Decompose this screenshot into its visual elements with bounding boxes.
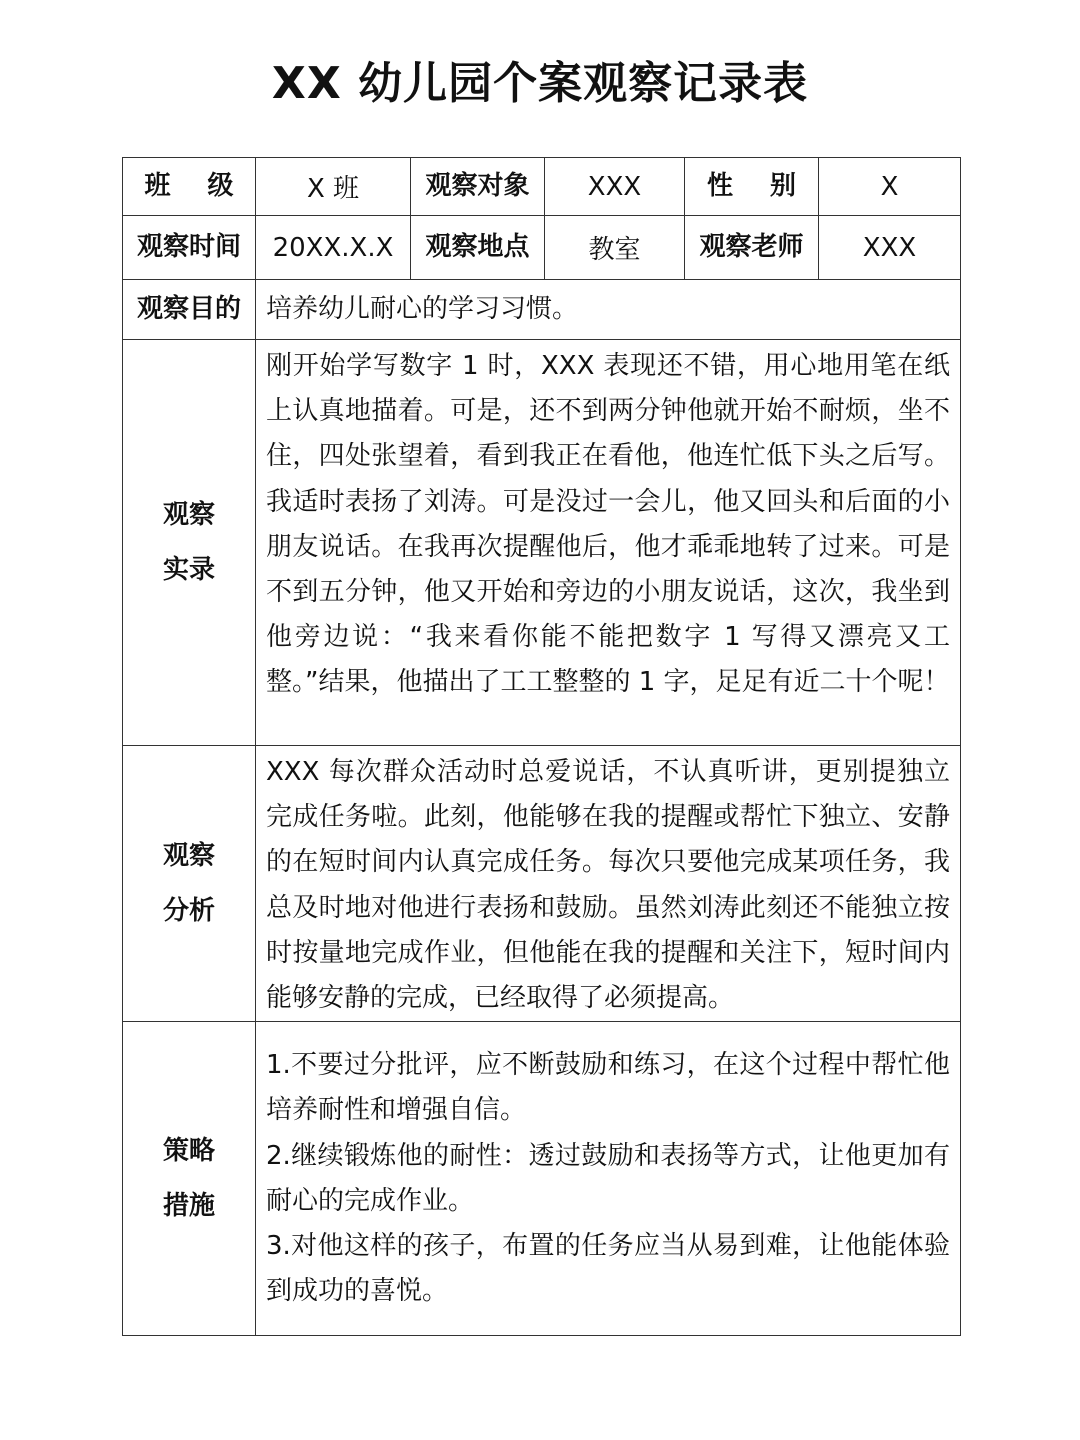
- place-value: 教室: [545, 216, 685, 280]
- purpose-label: 观察目的: [123, 280, 256, 340]
- table-row-class: [123, 158, 961, 216]
- place-label: 观察地点: [411, 216, 545, 280]
- purpose-value: 培养幼儿耐心的学习习惯。: [256, 280, 961, 340]
- gender-label: 性 别: [685, 158, 819, 216]
- strategy-item-3: 3.对他这样的孩子，布置的任务应当从易到难，让他能体验到成功的喜悦。: [266, 1230, 950, 1307]
- table-row-record: [123, 340, 961, 746]
- analysis-label: [123, 746, 256, 1022]
- table-row-purpose: [123, 280, 961, 340]
- observation-record-table: [122, 157, 961, 1336]
- strategy-item-2: 2.继续锻炼他的耐性：透过鼓励和表扬等方式，让他更加有耐心的完成作业。: [266, 1140, 950, 1216]
- time-label: 观察时间: [123, 216, 256, 280]
- subject-label: 观察对象: [411, 158, 545, 216]
- subject-value: XXX: [545, 158, 685, 216]
- analysis-text: XXX 每次群众活动时总爱说话，不认真听讲，更别提独立完成任务啦。此刻，他能够在我的提醒或帮忙下独立、安静的在短时间内认真完成任务。每次只要他完成某项任务，我总及时地对他进行表扬和鼓励。虽然刘涛此刻还不能独立按时按量地完成作业，但他能在我的提醒和关注下，短时间内能够安静的完成，已经取得了必须提高。: [256, 746, 961, 1022]
- class-label: 班 级: [123, 158, 256, 216]
- record-label: [123, 340, 256, 746]
- teacher-value: XXX: [819, 216, 961, 280]
- gender-value: X: [819, 158, 961, 216]
- class-value: X 班: [256, 158, 411, 216]
- time-value: 20XX.X.X: [256, 216, 411, 280]
- table-row-analysis: [123, 746, 961, 1022]
- teacher-label: 观察老师: [685, 216, 819, 280]
- page-title: XX 幼儿园个案观察记录表: [271, 58, 809, 109]
- strategy-item-1: 1.不要过分批评，应不断鼓励和练习，在这个过程中帮忙他培养耐性和增强自信。: [266, 1050, 950, 1126]
- record-label-line1: 观察: [162, 499, 215, 530]
- analysis-label-line1: 观察: [162, 840, 215, 871]
- table-row-strategy: [123, 1022, 961, 1336]
- strategy-label-line1: 策略: [162, 1135, 215, 1166]
- record-text: 刚开始学写数字 1 时，XXX 表现还不错，用心地用笔在纸上认真地描着。可是，还不到两分钟他就开始不耐烦，坐不住，四处张望着，看到我正在看他，他连忙低下头之后写。我适时表扬了刘涛。可是没过一会儿，他又回头和后面的小朋友说话。在我再次提醒他后，他才乖乖地转了过来。可是不到五分钟，他又开始和旁边的小朋友说话，这次，我坐到他旁边说：“我来看你能不能把数字 1 写得又漂亮又工整。”结果，他描出了工工整整的 1 字，足足有近二十个呢！: [256, 340, 961, 746]
- record-label-line2: 实录: [162, 554, 215, 585]
- table-row-time: [123, 216, 961, 280]
- strategy-label: [123, 1022, 256, 1336]
- analysis-label-line2: 分析: [162, 895, 215, 926]
- strategy-text: [256, 1022, 961, 1336]
- strategy-label-line2: 措施: [162, 1190, 215, 1221]
